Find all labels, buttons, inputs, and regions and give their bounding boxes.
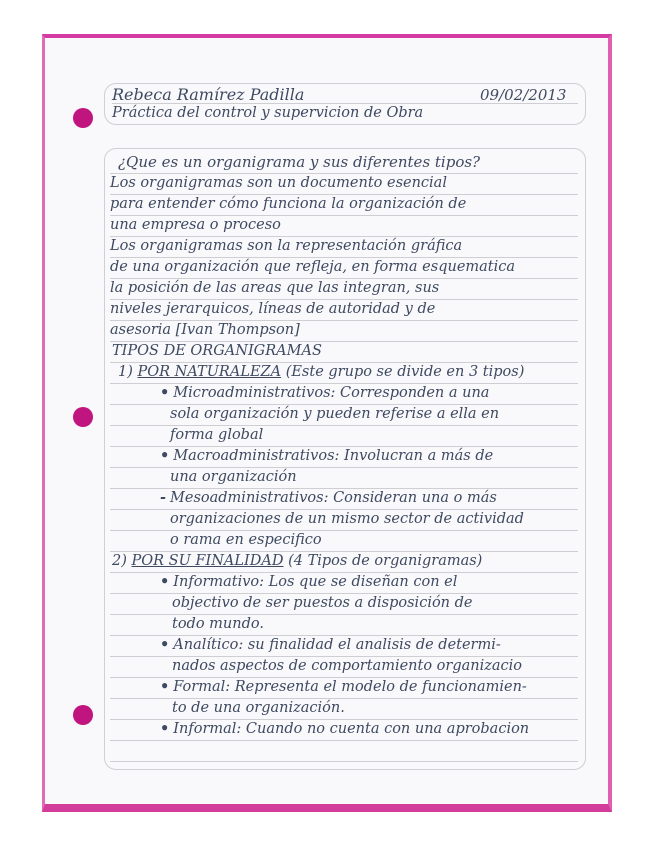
text-line: asesoria [Ivan Thompson] [110, 322, 300, 338]
bullet-item [160, 447, 493, 465]
section-heading [118, 363, 524, 381]
text-line: todo mundo. [172, 616, 264, 632]
bullet-text: Informativo: Los que se diseñan con el [173, 574, 458, 590]
section-heading [112, 552, 482, 570]
text-line: niveles jerarquicos, líneas de autoridad y de [110, 301, 436, 317]
text-line: sola organización y pueden referise a ella en [170, 406, 500, 422]
bullet-icon: • [160, 573, 170, 590]
bullet-text: Mesoadministrativos: Consideran una o más [170, 490, 497, 506]
section-title: POR SU FINALIDAD [131, 553, 284, 569]
bullet-text: Analítico: su finalidad el analisis de determi- [173, 637, 501, 653]
bullet-icon: • [160, 636, 170, 653]
rule-line [110, 761, 578, 762]
student-name: Rebeca Ramírez Padilla [112, 85, 305, 104]
bullet-item [160, 720, 529, 738]
text-line: nados aspectos de comportamiento organizacio [172, 658, 523, 674]
section-title: POR NATURALEZA [137, 364, 282, 380]
section-note: (4 Tipos de organigramas) [288, 553, 483, 569]
text-line: objectivo de ser puestos a disposición de [172, 595, 473, 611]
rule-line [110, 740, 578, 741]
date: 09/02/2013 [480, 86, 567, 104]
subject-title: Práctica del control y supervicion de Obra [112, 105, 424, 121]
bullet-item [160, 678, 527, 696]
bullet-icon: • [160, 384, 170, 401]
text-line: forma global [170, 427, 264, 443]
section-note: (Este grupo se divide en 3 tipos) [285, 364, 525, 380]
types-heading: TIPOS DE ORGANIGRAMAS [112, 343, 322, 359]
text-line: Los organigramas son la representación gráfica [110, 238, 463, 254]
text-line: o rama en especifico [170, 532, 322, 548]
dash-icon: - [160, 489, 167, 506]
bullet-item [160, 489, 497, 507]
question-heading: ¿Que es un organigrama y sus diferentes tipos? [118, 153, 481, 171]
text-line: la posición de las areas que las integran, sus [110, 280, 440, 296]
text-line: de una organización que refleja, en forma esquematica [110, 259, 516, 275]
bullet-item [160, 573, 457, 591]
bullet-icon: • [160, 447, 170, 464]
bullet-text: Informal: Cuando no cuenta con una aprobacion [173, 721, 530, 737]
binder-hole [73, 108, 93, 128]
text-line: to de una organización. [172, 700, 345, 716]
binder-hole [73, 705, 93, 725]
text-line: organizaciones de un mismo sector de actividad [170, 511, 524, 527]
bullet-icon: • [160, 678, 170, 695]
binder-hole [73, 407, 93, 427]
section-number: 1) [118, 364, 133, 380]
bullet-item [160, 636, 501, 654]
text-line: una organización [170, 469, 297, 485]
bullet-text: Formal: Representa el modelo de funcionamien- [173, 679, 527, 695]
bullet-item [160, 384, 489, 402]
text-line: para entender cómo funciona la organización de [110, 196, 467, 212]
bullet-text: Macroadministrativos: Involucran a más de [173, 448, 494, 464]
text-line: Los organigramas son un documento esencial [110, 175, 447, 191]
bullet-text: Microadministrativos: Corresponden a una [173, 385, 490, 401]
section-number: 2) [112, 553, 127, 569]
bullet-icon: • [160, 720, 170, 737]
text-line: una empresa o proceso [110, 217, 281, 233]
